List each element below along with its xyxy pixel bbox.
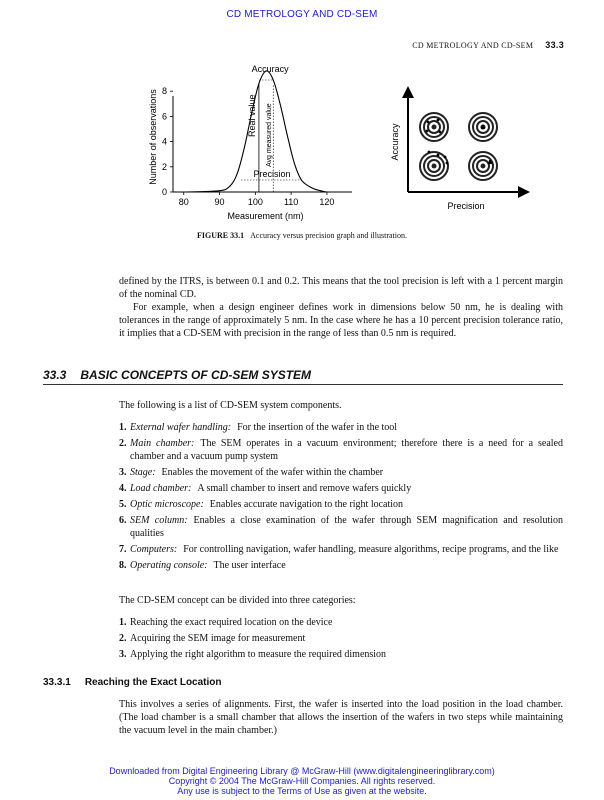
intro-paragraph-1: defined by the ITRS, is between 0.1 and 0.2. This means that the tool precision is left with a 1 percent margin of the nominal CD.: [119, 276, 563, 300]
target-accuracy-label: Accuracy: [390, 123, 400, 161]
section-lead: The following is a list of CD-SEM system components.: [119, 400, 342, 411]
item-term: Optic microscope:: [130, 499, 204, 510]
footer-terms: Any use is subject to the Terms of Use as given at the website.: [177, 786, 427, 796]
item-term: External wafer handling:: [130, 422, 232, 433]
item-term: Load chamber:: [130, 483, 192, 494]
real-value-label: Real value: [246, 94, 257, 137]
section-title: BASIC CONCEPTS OF CD-SEM SYSTEM: [80, 368, 312, 382]
list-item: [119, 466, 563, 479]
subsection-paragraph: This involves a series of alignments. First, the wafer is inserted into the load position in the load chamber. (The load chamber is a small chamber that allows the insertion of the wafers in two steps while maintaining the vacuum level in the main chamber.): [119, 699, 563, 736]
item-number: 7.: [119, 544, 127, 555]
item-text: Reaching the exact required location on the device: [130, 617, 333, 628]
item-desc: The user interface: [213, 560, 286, 571]
item-number: 3.: [119, 649, 127, 660]
target-high-precision-high-accuracy: [469, 113, 497, 141]
list-item: [119, 559, 563, 572]
page-number: 33.3: [545, 40, 564, 50]
target-illustration: [382, 84, 532, 216]
target-precision-label: Precision: [447, 201, 485, 211]
x-tick-label: 90: [214, 197, 225, 207]
footer: [0, 766, 604, 796]
x-tick-label: 80: [178, 197, 189, 207]
section-rule: [43, 384, 563, 385]
figure-caption-label: FIGURE 33.1: [197, 231, 245, 240]
section-number: 33.3: [43, 368, 67, 382]
item-number: 2.: [119, 633, 127, 644]
section-heading: [43, 368, 311, 382]
item-number: 6.: [119, 515, 127, 526]
target-low-precision-low-accuracy: [420, 151, 448, 180]
item-text: Acquiring the SEM image for measurement: [130, 633, 306, 644]
avg-measured-label: Avg measured value: [266, 103, 274, 167]
components-list: [119, 421, 563, 575]
item-desc: For controlling navigation, wafer handling, measure algorithms, recipe programs, and the like: [183, 544, 559, 555]
target-high-precision-low-accuracy: [469, 152, 497, 180]
item-term: Main chamber:: [130, 438, 195, 449]
item-term: Operating console:: [130, 560, 208, 571]
figure-caption-text: Accuracy versus precision graph and illustration.: [250, 231, 407, 240]
item-number: 1.: [119, 422, 127, 433]
running-head: [412, 40, 564, 50]
y-tick-label: 2: [161, 161, 167, 172]
item-desc: Enables accurate navigation to the right location: [209, 499, 404, 510]
list-item: [119, 498, 563, 511]
list-item: [119, 482, 563, 495]
y-tick-label: 8: [161, 86, 167, 97]
x-tick-label: 110: [283, 197, 299, 207]
item-number: 5.: [119, 499, 127, 510]
y-tick-label: 0: [161, 187, 167, 197]
subsection-heading: [43, 677, 222, 688]
list-item: [119, 543, 563, 556]
top-banner: CD METROLOGY AND CD-SEM: [226, 9, 378, 20]
list-item: [119, 437, 563, 463]
x-tick-label: 120: [319, 197, 335, 207]
distribution-chart: [140, 58, 360, 228]
subsection-title: Reaching the Exact Location: [84, 677, 222, 688]
item-number: 4.: [119, 483, 127, 494]
section-lead-2: The CD-SEM concept can be divided into three categories:: [119, 595, 356, 606]
item-term: Stage:: [130, 467, 156, 478]
list-item: [119, 514, 563, 540]
running-head-title: CD METROLOGY AND CD-SEM: [412, 41, 534, 50]
list-item: [119, 421, 563, 434]
item-desc: A small chamber to insert and remove wafers quickly: [197, 483, 412, 494]
item-desc: Enables the movement of the wafer within the chamber: [161, 467, 384, 478]
item-term: Computers:: [130, 544, 178, 555]
item-text: Applying the right algorithm to measure the required dimension: [130, 649, 387, 660]
item-number: 2.: [119, 438, 127, 449]
list-item: [119, 648, 563, 661]
item-number: 3.: [119, 467, 127, 478]
figure-caption: [0, 231, 604, 240]
footer-download-link[interactable]: Downloaded from Digital Engineering Library @ McGraw-Hill (www.digitalengineeringlibrary.com): [109, 766, 495, 776]
item-number: 1.: [119, 617, 127, 628]
x-axis-label: Measurement (nm): [227, 211, 304, 221]
x-tick-label: 100: [247, 197, 263, 207]
categories-list: [119, 616, 563, 664]
y-axis-label: Number of observations: [148, 89, 158, 185]
item-term: SEM column:: [130, 515, 188, 526]
item-desc: The SEM operates in a vacuum environment; therefore there is a need for a sealed chamber and a vacuum pump system: [130, 438, 563, 462]
list-item: [119, 632, 563, 645]
item-desc: For the insertion of the wafer in the tool: [237, 422, 398, 433]
y-tick-label: 6: [161, 111, 167, 122]
item-desc: Enables a close examination of the wafer through SEM magnification and resolution qualities: [130, 515, 563, 539]
subsection-number: 33.3.1: [43, 677, 71, 688]
precision-label: Precision: [253, 169, 291, 179]
footer-copyright: Copyright © 2004 The McGraw-Hill Companies. All rights reserved.: [168, 776, 436, 786]
item-number: 8.: [119, 560, 127, 571]
list-item: [119, 616, 563, 629]
target-low-precision-high-accuracy: [420, 113, 448, 141]
y-tick-label: 4: [161, 136, 167, 147]
accuracy-label: Accuracy: [251, 64, 289, 74]
intro-paragraph-2: For example, when a design engineer defines work in dimensions below 50 nm, he is dealing with tolerances in the range of approximately 5 nm. In the case where he has a 10 percent precision tolerance ratio, it implies that a CD-SEM with precision in the range of less than 0.5 nm is required.: [119, 302, 563, 339]
